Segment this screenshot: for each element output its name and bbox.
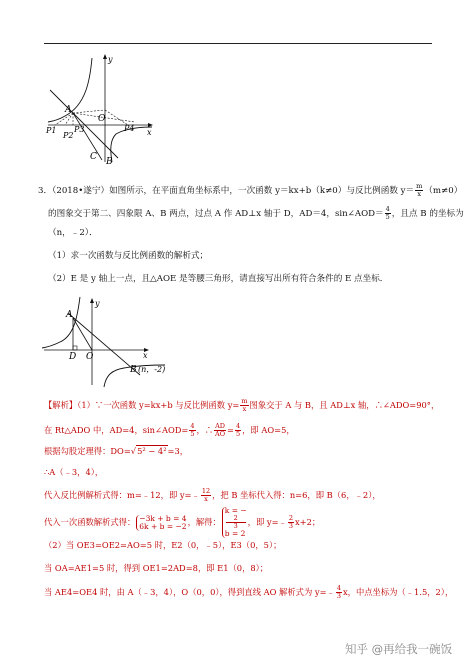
fig2-label-b-coord: (n，-2) xyxy=(138,365,166,374)
solution-line-2: 在 Rt△ADO 中，AD=4，sin∠AOD= $\frac{4}{5}$ ，∴ $\frac{AD}{AO}$ = $\frac{4}{5}$ ，即 AO=5， xyxy=(44,422,295,438)
fig1-label-o: O xyxy=(98,114,106,124)
solution-line-3: 根据勾股定理得：DO=√5² − 4²=3， xyxy=(44,446,189,456)
fig1-label-c: C xyxy=(90,152,97,162)
fig1-label-a: A xyxy=(65,105,72,115)
solution-line-6: 代入一次函数解析式得： −3k + b = 4 6k + b = −2 ，解得： k = − 2 3 b = 2 ，即 y=﹣ $\frac{2}{3}$ x+2； xyxy=(44,506,321,538)
fig1-label-p3: P3 xyxy=(74,125,85,134)
problem-line-1: 3．（2018•遂宁）如图所示，在平面直角坐标系中，一次函数 y＝kx+b（k≠0）与反比例函数 y＝ $\frac{m}{x}$ （m≠0） xyxy=(38,182,463,198)
fraction-m-over-x: $\frac{m}{x}$ xyxy=(416,182,423,198)
solution-line-8: 当 OA=AE1=5 时，得到 OE1=2AD=8，即 E1（0，8）； xyxy=(44,563,269,573)
solution-line-9: 当 AE4=OE4 时，由 A（﹣3，4），O（0，0），得到直线 AO 解析式为 y=﹣ $\frac{4}{3}$ x，中点坐标为（﹣1.5，2）， xyxy=(44,584,454,600)
fig2-x-label: x xyxy=(143,351,148,360)
fraction-4-over-5: $\frac{4}{5}$ xyxy=(385,205,390,221)
question-2: （2）E 是 y 轴上一点，且△AOE 是等腰三角形，请直接写出所有符合条件的 E 点坐标． xyxy=(48,274,389,284)
fig1-label-p1: P1 xyxy=(46,126,57,135)
fig2-label-o: O xyxy=(86,352,94,362)
solution-line-7: （2）当 OE3=OE2=AO=5 时，E2（0，﹣5），E3（0，5）； xyxy=(44,540,282,550)
solution-line-4: ∴A（﹣3，4）， xyxy=(44,467,104,477)
fig1-label-p4: P4 xyxy=(124,124,135,133)
top-rule xyxy=(44,43,432,44)
fig1-y-label: y xyxy=(108,55,113,64)
fig2-label-b: B xyxy=(130,365,137,375)
figure-2 xyxy=(40,295,170,390)
problem-number: 3． xyxy=(38,186,53,196)
fig2-label-a: A xyxy=(66,310,73,320)
fig1-x-label: x xyxy=(147,128,152,137)
fig2-y-label: y xyxy=(95,299,100,308)
equation-system: −3k + b = 4 6k + b = −2 xyxy=(136,515,186,531)
watermark: 知乎 @再给我一碗饭 xyxy=(345,642,453,656)
problem-line-3: （n，﹣2）． xyxy=(48,228,98,238)
question-1: （1）求一次函数与反比例函数的解析式； xyxy=(48,251,209,261)
figure-1 xyxy=(40,50,165,170)
solution-line-5: 代入反比例解析式得：m=﹣12，即 y=﹣ $\frac{12}{x}$ ，把 B 坐标代入得：n=6，即 B（6，﹣2）， xyxy=(44,487,381,503)
solution-system: k = − 2 3 b = 2 xyxy=(222,507,247,538)
fig1-label-b: B xyxy=(106,157,113,167)
solution-line-1: 【解析】（1）∵一次函数 y=kx+b 与反比例函数 y= $\frac{m}{x}$ 图象交于 A 与 B，且 AD⊥x 轴，∴∠ADO=90°， xyxy=(44,397,440,413)
fig1-label-p2: P2 xyxy=(63,131,74,140)
problem-line-2: 的图象交于第二、四象限 A、B 两点，过点 A 作 AD⊥x 轴于 D，AD＝4，sin∠AOD＝ $\frac{4}{5}$ ，且点 B 的坐标为 xyxy=(48,205,464,221)
fig2-label-d: D xyxy=(69,352,77,362)
